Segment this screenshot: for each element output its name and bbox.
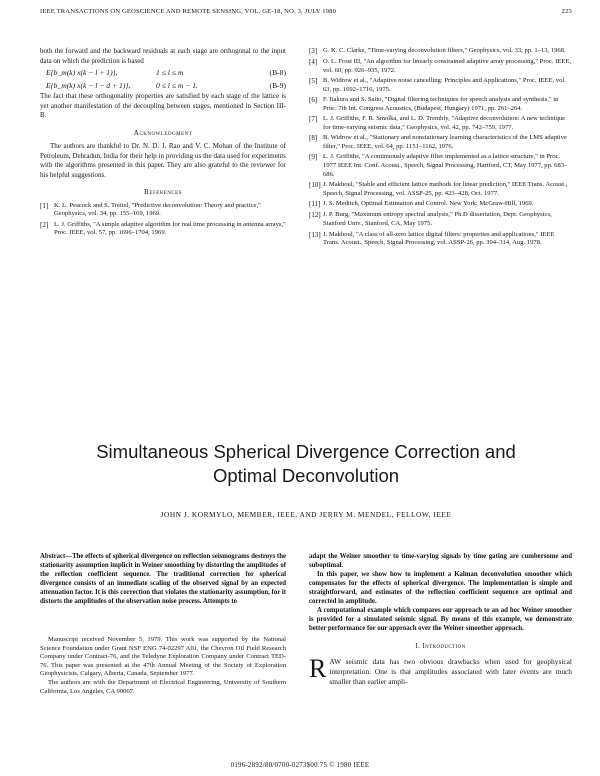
drop-cap: R xyxy=(309,654,327,683)
reference-item xyxy=(309,77,572,95)
reference-number: [13] xyxy=(309,230,321,239)
footnote xyxy=(40,636,286,696)
reference-text: O. L. Frost III, "An algorithm for linearly constrained adaptive array processing," Proc. IEEE, vol. 60, pp. 926–935, 1972. xyxy=(323,58,571,74)
references-heading: References xyxy=(144,187,182,196)
reference-number: [1] xyxy=(40,201,49,210)
reference-number: [10] xyxy=(309,181,321,190)
reference-text: L. J. Griffiths, "A simple adaptive algorithm for real time processing in antenna arrays," Proc. IEEE, vol. 57, pp. 1696–1704, 1969. xyxy=(54,220,286,237)
abstract-paragraph: adapt the Weiner smoother to time-varying signals by time gating are cumbersome and suboptimal. xyxy=(309,553,572,569)
title-line: Optimal Deconvolution xyxy=(212,465,400,486)
paper-authors: JOHN J. KORMYLO, MEMBER, IEEE, AND JERRY M. MENDEL, FELLOW, IEEE xyxy=(160,510,452,519)
reference-number: [3] xyxy=(309,47,318,55)
reference-item xyxy=(309,181,572,199)
reference-number: [7] xyxy=(309,115,318,124)
reference-item xyxy=(309,231,572,249)
reference-item xyxy=(309,200,572,210)
reference-text: L. J. Griffiths, "A continuously adaptive filter implemented as a lattice structure," in Proc. 1977 IEEE Int. Conf. Acoust., Speech, Signal Processing, Hartford, CT, May 1977, pp. 683–686. xyxy=(323,153,568,179)
reference-text: J. Makhoul, "A class of all-zero lattice digital filters: properties and applications," IEEE Trans. Acoust., Speech, Signal Processing, vol. ASSP-26, pp. 304–314, Aug. 1978. xyxy=(323,230,555,247)
acknowledgment-heading: Acknowledgment xyxy=(133,127,193,137)
manuscript-note: Manuscript received November 5, 1979. This work was supported by the National Science Foundation under Grant NSF ENG 74-02297 A01, the Chevron Oil Field Research Company under Contract-76, and the Teledyne Exploration Company under Contract TED-76. This paper was presented at the 47th Annual Meeting of the Society of Exploration Geophysicists, Calgary, Alberta, Canada, September 1977. xyxy=(40,636,286,678)
reference-item xyxy=(309,134,572,152)
reference-number: [11] xyxy=(309,200,321,209)
reference-number: [9] xyxy=(309,153,318,162)
reference-item xyxy=(309,47,572,57)
equation-condition: 0 ≤ l ≤ m − 1. xyxy=(156,80,198,90)
body-paragraph: both the forward and the backward residuals at each stage are orthogonal to the input data on which the prediction is based xyxy=(40,47,286,65)
equation-number: (B-8) xyxy=(269,67,286,77)
equation-b9 xyxy=(40,79,286,92)
reference-number: [2] xyxy=(40,220,49,229)
reference-item xyxy=(309,153,572,179)
reference-item xyxy=(40,202,286,220)
paper-title xyxy=(40,440,572,488)
copyright-footer: 0196-2892/80/0700-0273$00.75 © 1980 IEEE xyxy=(230,762,370,769)
reference-item xyxy=(309,211,572,229)
abstract-paragraph: In this paper, we show how to implement a Kalman deconvolution smoother which compensates for the effects of spherical divergence. The implementation is simple and straightforward, and estimates of the reflection coefficient sequence are optimal and corrected in amplitude. xyxy=(309,571,572,605)
running-header xyxy=(40,8,572,20)
introduction-paragraph: AW seismic data has two obvious drawbacks when used for geophysical interpretation. One is that amplitudes associated with later events are much smaller than earlier ampli- xyxy=(329,657,572,686)
abstract-continued xyxy=(309,552,572,687)
reference-item xyxy=(309,96,572,114)
reference-number: [8] xyxy=(309,134,318,143)
journal-header: IEEE TRANSACTIONS ON GEOSCIENCE AND REMOTE SENSING, VOL. GE-18, NO. 3, JULY 1980 xyxy=(40,8,337,15)
reference-number: [12] xyxy=(309,211,321,220)
page-number: 223 xyxy=(561,8,572,15)
reference-item xyxy=(309,58,572,76)
reference-number: [4] xyxy=(309,58,318,66)
reference-text: G. K. C. Clarke, "Time-varying deconvolution filters," Geophysics, vol. 33, pp. 1–13, 1968. xyxy=(323,47,566,54)
title-line: Simultaneous Spherical Divergence Correction and xyxy=(96,441,516,462)
equation-number: (B-9) xyxy=(269,80,286,90)
reference-item xyxy=(309,115,572,133)
reference-text: B. Widrow et al., "Stationary and nonstationary learning characteristics of the LMS adaptive filter," Proc. IEEE, vol. 64, pp. 1151–1162, 1976. xyxy=(323,134,567,151)
equation-expression: E{b_m(k) x(k − l + 1)}, xyxy=(46,67,118,77)
acknowledgment-text: The authors are thankful to Dr. N. D. J. Rao and V. C. Mohan of the Institute of Petroleum, Dehradun, India for their help in providing us the data used for experiments with the algorithms presented in this paper. They are also grateful to the reviewer for his helpful suggestions. xyxy=(40,142,286,179)
abstract: Abstract—The effects of spherical divergence on reflection seismograms destroys the stationarity assumption implicit in Weiner smoothing by distorting the amplitudes of the reflection coefficient sequence. The traditional correction for spherical divergence consists of an immediate scaling of the observed signal by an expected attenuation factor. It is this correction that violates the stationarity assumption, for it distorts the amplitudes of the observation noise process. Attempts to xyxy=(40,553,286,605)
abstract-paragraph: A computational example which compares our approach to an ad hoc Weiner smoother is provided for a simulated seismic signal. By means of this example, we demonstrate better performance for our approach over the Weiner smoother approach. xyxy=(309,607,572,632)
right-column xyxy=(309,47,572,250)
equation-b8 xyxy=(40,66,286,79)
equation-condition: 1 ≤ l ≤ m xyxy=(156,67,184,77)
reference-text: J. S. Meditch, Optimal Estimation and Control. New York: McGraw-Hill, 1969. xyxy=(323,200,534,208)
introduction-heading: I. Introduction xyxy=(415,642,466,650)
affiliation-note: The authors are with the Department of Electrical Engineering, University of Southern California, Los Angeles, CA 90007. xyxy=(40,678,286,695)
reference-number: [5] xyxy=(309,77,318,86)
body-paragraph: The fact that these orthogonality properties are satisfied by each stage of the lattice is yet another manifestation of the decoupling between stages, mentioned in Section III-B. xyxy=(40,92,286,119)
reference-text: K. L. Peacock and S. Treitel, "Predictive deconvolution: Theory and practice," Geophysics, vol. 34, pp. 155–169, 1969. xyxy=(54,201,261,218)
equation-expression: E{b_m(k) x(k − l − d + 1)}, xyxy=(46,80,131,90)
reference-text: J. P. Burg, "Maximum entropy spectral analysis," Ph.D dissertation, Dept. Geophysics, Stanford Univ., Stanford, CA, May 1975. xyxy=(323,211,552,228)
left-column xyxy=(40,47,286,240)
reference-number: [6] xyxy=(309,96,318,105)
reference-text: F. Itakura and S. Saito, "Digital filtering techniques for speech analysis and synthesis," in Proc. 7th Int. Congress Acoustics, (Budapest, Hungary) 1971, pp. 261–264. xyxy=(323,96,559,112)
reference-text: L. J. Griffiths, F. R. Smolka, and L. D. Trembly, "Adaptive deconvolution: A new technique for time-varying seismic data," Geophysics, vol. 42, pp. 742–759, 1977. xyxy=(323,115,566,132)
reference-text: J. Makhoul, "Stable and efficient lattice methods for linear prediction," IEEE Trans. Acoust., Speech, Signal Processing, vol. ASSP-25, pp. 423–428, Oct. 1977. xyxy=(323,181,568,198)
introduction-text xyxy=(309,654,572,687)
reference-item xyxy=(40,221,286,239)
reference-text: B. Widrow et al., "Adaptive noise cancelling: Principles and Applications," Proc. IEEE, vol. 63, pp. 1692–1716, 1975. xyxy=(323,77,566,93)
